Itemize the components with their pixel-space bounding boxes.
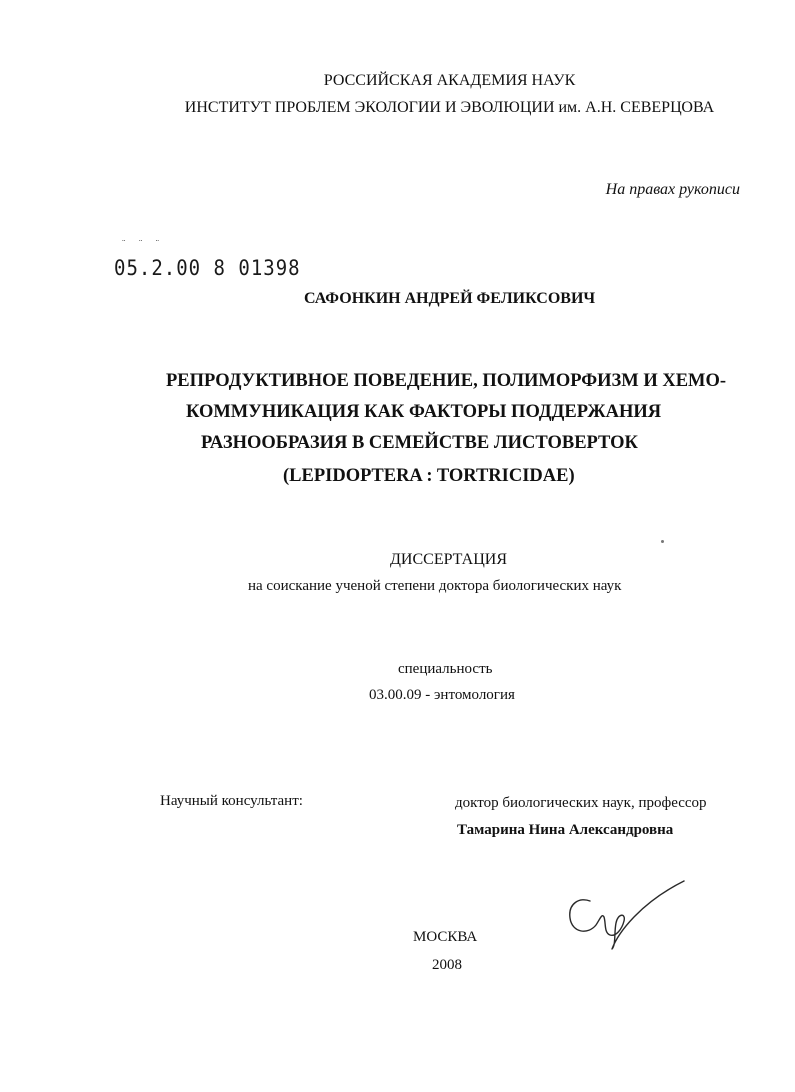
- author-name: САФОНКИН АНДРЕЙ ФЕЛИКСОВИЧ: [304, 290, 596, 307]
- stamp-marks: ¨ ¨ ¨: [121, 240, 164, 250]
- scan-speck: [661, 540, 664, 543]
- degree-line: на соискание ученой степени доктора биологических наук: [248, 578, 622, 594]
- city: МОСКВА: [413, 929, 478, 945]
- signature-stroke: [570, 881, 684, 949]
- library-stamp-code: 05.2.00 8 01398: [114, 256, 301, 281]
- institute-name: ИНСТИТУТ ПРОБЛЕМ ЭКОЛОГИИ И ЭВОЛЮЦИИ им. А.Н. СЕВЕРЦОВА: [184, 99, 715, 116]
- consultant-name: Тамарина Нина Александровна: [457, 822, 674, 838]
- signature: [560, 873, 700, 963]
- title-line: КОММУНИКАЦИЯ КАК ФАКТОРЫ ПОДДЕРЖАНИЯ: [186, 402, 662, 422]
- academy-name: РОССИЙСКАЯ АКАДЕМИЯ НАУК: [323, 72, 576, 89]
- specialty-label: специальность: [398, 661, 493, 677]
- title-line: РЕПРОДУКТИВНОЕ ПОВЕДЕНИЕ, ПОЛИМОРФИЗМ И ХЕМО-: [166, 371, 727, 391]
- specialty-value: 03.00.09 - энтомология: [369, 687, 515, 703]
- rights-note: На правах рукописи: [605, 181, 740, 198]
- consultant-label: Научный консультант:: [160, 793, 303, 809]
- consultant-rank: доктор биологических наук, профессор: [455, 795, 707, 811]
- year: 2008: [432, 957, 462, 973]
- work-type: ДИССЕРТАЦИЯ: [390, 551, 507, 568]
- title-line: РАЗНООБРАЗИЯ В СЕМЕЙСТВЕ ЛИСТОВЕРТОК: [201, 433, 638, 453]
- title-line: (LEPIDOPTERA : TORTRICIDAE): [283, 466, 575, 486]
